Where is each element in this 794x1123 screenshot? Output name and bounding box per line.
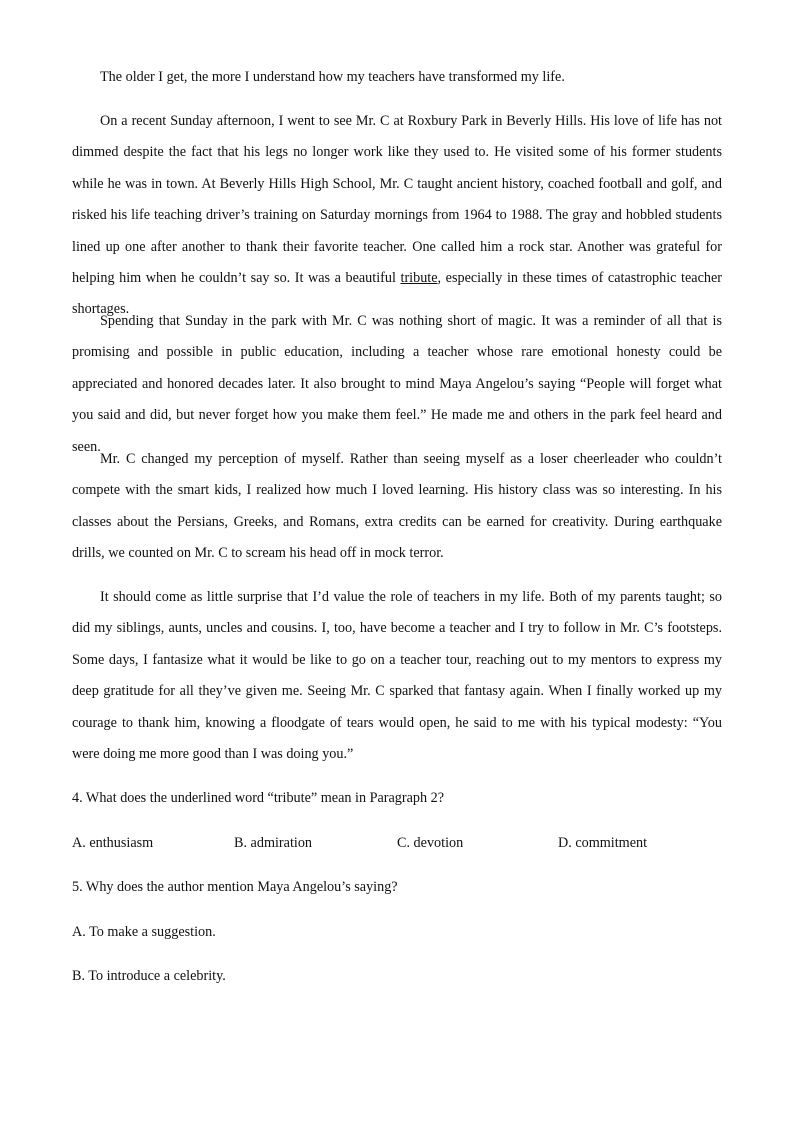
question-4-option-b: B. admiration [234,835,313,851]
paragraph-1-text: The older I get, the more I understand how my teachers have transformed my life. [100,69,565,85]
paragraph-2 [72,106,722,326]
underlined-word-tribute: tribute [400,270,438,287]
paragraph-5-text: It should come as little surprise that I’d value the role of teachers in my life. Both of my parents taught; so did my siblings, aunts, uncles and cousins. I, too, have become a teacher and I try to follow in Mr. C’s footsteps. Some days, I fantasize what it would be like to go on a teacher tour, reaching out to my mentors to express my deep gratitude for all they’ve given me. Seeing Mr. C sparked that fantasy again. When I finally worked up my courage to thank him, knowing a floodgate of tears would open, he said to me with his typical modesty: “You were doing me more good than I was doing you.” [72,589,722,763]
question-4-option-a: A. enthusiasm [72,835,154,851]
question-4: 4. What does the underlined word “tribute” mean in Paragraph 2? [72,790,445,806]
question-4-option-d: D. commitment [558,835,648,851]
paragraph-5 [72,582,722,770]
paragraph-1 [72,62,722,93]
question-5: 5. Why does the author mention Maya Angelou’s saying? [72,879,398,895]
paragraph-3-text: Spending that Sunday in the park with Mr. C was nothing short of magic. It was a reminder of all that is promising and possible in public education, including a teacher whose rare emotional honesty could be appreciated and honored decades later. It also brought to mind Maya Angelou’s saying “People will forget what you said and did, but never forget how you make them feel.” He made me and others in the park feel heard and seen. [72,313,722,455]
paragraph-4 [72,444,722,570]
paragraph-2-text-before: On a recent Sunday afternoon, I went to see Mr. C at Roxbury Park in Beverly Hills. His love of life has not dimmed despite the fact that his legs no longer work like they used to. He visited some of his former students while he was in town. At Beverly Hills High School, Mr. C taught ancient history, coached football and golf, and risked his life teaching driver’s training on Saturday mornings from 1964 to 1988. The gray and hobbled students lined up one after another to thank their favorite teacher. One called him a rock star. Another was grateful for helping him when he couldn’t say so. It was a beautiful [72,113,722,287]
paragraph-4-text: Mr. C changed my perception of myself. Rather than seeing myself as a loser cheerleader who couldn’t compete with the smart kids, I realized how much I loved learning. His history class was so interesting. In his classes about the Persians, Greeks, and Romans, extra credits can be earned for creativity. During earthquake drills, we counted on Mr. C to scream his head off in mock terror. [72,451,722,562]
question-5-option-b: B. To introduce a celebrity. [72,968,226,984]
paragraph-3 [72,306,722,463]
question-4-option-c: C. devotion [397,835,464,851]
paragraph-2-text-after: , especially in these times of catastrophic teacher shortages. [72,270,722,318]
question-5-option-a: A. To make a suggestion. [72,924,216,940]
